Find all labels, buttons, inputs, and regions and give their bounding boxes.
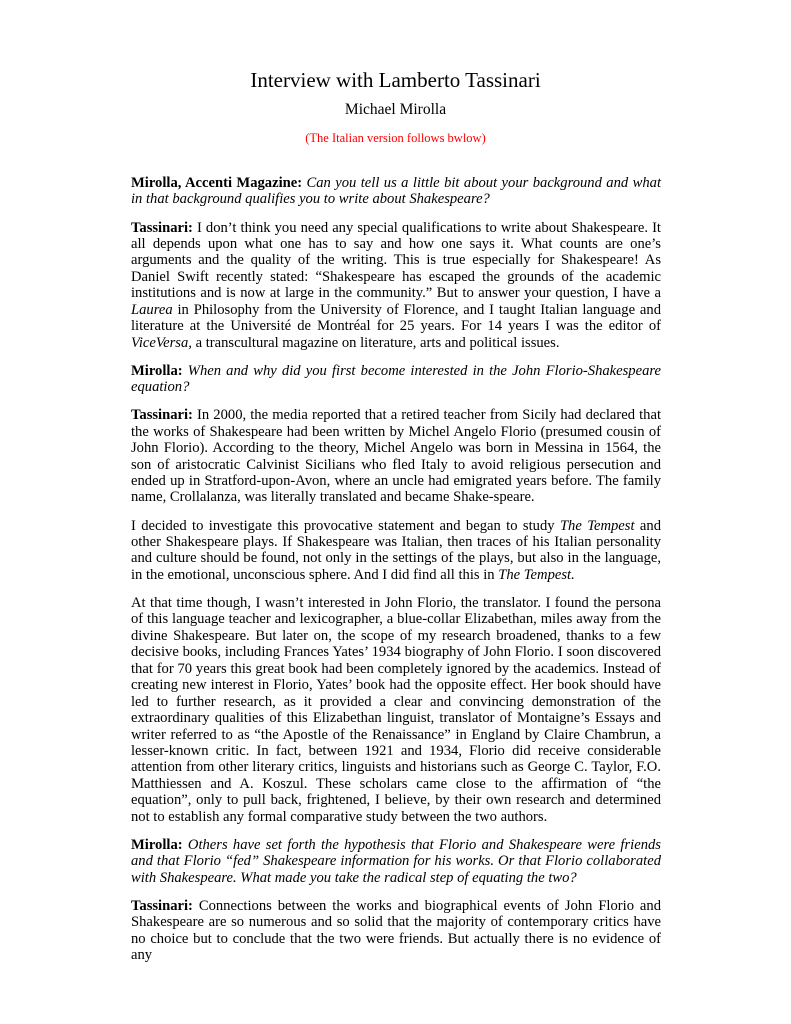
paragraph xyxy=(131,837,661,886)
document-title: Interview with Lamberto Tassinari xyxy=(250,68,541,92)
paragraph-text: a transcultural magazine on literature, arts and political issues. xyxy=(191,334,560,351)
paragraph-text: Connections between the works and biographical events of John Florio and Shakespeare are so numerous and so solid that the majority of contemporary critics have no choice but to conclude that the two were friends. But actually there is no evidence of any xyxy=(131,897,661,964)
italic-text: The Tempest. xyxy=(498,566,575,583)
paragraph xyxy=(131,407,661,506)
speaker-label: Mirolla: xyxy=(131,836,188,853)
paragraph-text: I decided to investigate this provocative statement and began to study xyxy=(131,517,560,534)
speaker-label: Mirolla, Accenti Magazine: xyxy=(131,175,307,191)
speaker-label: Mirolla: xyxy=(131,362,188,379)
speaker-label: Tassinari: xyxy=(131,407,198,424)
italic-text: Others have set forth the hypothesis that Florio and Shakespeare were friends and that Florio “fed” Shakespeare information for his works. Or that Florio collaborated with Shakespeare. What made you take the radical step of equating the two? xyxy=(131,836,661,886)
speaker-label: Tassinari: xyxy=(131,219,197,236)
paragraph-text: At that time though, I wasn’t interested in John Florio, the translator. I found the persona of this language teacher and lexicographer, a blue-collar Elizabethan, miles away from the divine Shakespeare. But later on, the scope of my research broadened, thanks to a few decisive books, including Frances Yates’ 1934 biography of John Florio. I soon discovered that for 70 years this great book had been completely ignored by the academics. Instead of creating new interest in Florio, Yates’ book had the opposite effect. Her book should have led to further research, as it provided a clear and convincing demonstration of the extraordinary qualities of this Elizabethan linguist, translator of Montaigne’s Essays and writer referred to as “the Apostle of the Renaissance” in England by Claire Chambrun, a lesser-known critic. In fact, between 1921 and 1934, Florio did receive considerable attention from other literary critics, linguists and historians such as George C. Taylor, F.O. Matthiessen and A. Koszul. These scholars came close to the affirmation of “the equation”, only to pull back, frightened, I believe, by their own research and determined not to establish any formal comparative study between the two authors. xyxy=(131,594,661,825)
author-name: Michael Mirolla xyxy=(344,101,447,118)
italic-text: When and why did you first become interested in the John Florio-Shakespeare equation? xyxy=(131,362,661,396)
paragraph-text: I don’t think you need any special qualifications to write about Shakespeare. It all depends upon what one has to say and how one says it. What counts are one’s arguments and the quality of the writing. This is true especially for Shakespeare! As Daniel Swift recently stated: “Shakespeare has escaped the grounds of the academic institutions and is now at large in the community.” But to answer your question, I have a xyxy=(131,219,661,302)
paragraph xyxy=(131,175,661,208)
paragraph xyxy=(131,363,661,396)
italic-text: Laurea xyxy=(131,301,173,318)
italic-text: The Tempest xyxy=(559,517,635,534)
paragraph xyxy=(131,898,661,964)
paragraph xyxy=(131,220,661,352)
interview-body xyxy=(131,175,661,975)
paragraph xyxy=(131,518,661,584)
italic-text: Can you tell us a little bit about your background and what in that background qualifies you to write about Shakespeare? xyxy=(131,175,661,208)
paragraph-text: In 2000, the media reported that a retired teacher from Sicily had declared that the works of Shakespeare had been written by Michel Angelo Florio (presumed cousin of John Florio). According to the theory, Michel Angelo was born in Messina in 1564, the son of aristocratic Calvinist Sicilians who fled Italy to avoid religious persecution and ended up in Stratford-upon-Avon, where an uncle had emigrated years before. The family name, Crollalanza, was literally translated and became Shake-speare. xyxy=(131,407,661,506)
italian-version-note: (The Italian version follows bwlow) xyxy=(305,131,486,145)
paragraph xyxy=(131,595,661,825)
paragraph-text: in Philosophy from the University of Florence, and I taught Italian language and literature at the Université de Montréal for 25 years. For 14 years I was the editor of xyxy=(131,301,661,335)
italic-text: ViceVersa, xyxy=(131,334,192,351)
paragraph-text: and other Shakespeare plays. If Shakespeare was Italian, then traces of his Italian personality and culture should be found, not only in the settings of the plays, but also in the language, in the emotional, unconscious sphere. And I did find all this in xyxy=(131,517,661,583)
speaker-label: Tassinari: xyxy=(131,897,199,914)
